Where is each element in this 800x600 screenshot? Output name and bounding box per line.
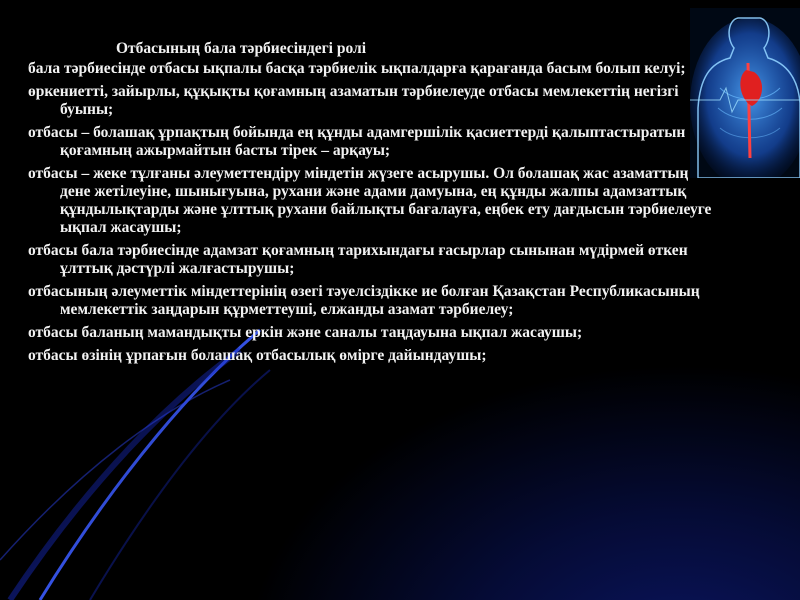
slide-title: Отбасының бала тәрбиесіндегі ролі	[116, 40, 367, 57]
slide-content	[28, 40, 718, 370]
list-item: отбасы бала тәрбиесінде адамзат қоғамның тарихындағы ғасырлар сынынан мүдірмей өткен ұлттық дәстүрлі жалғастырушы;	[28, 242, 688, 277]
list-item: өркениетті, зайырлы, құқықты қоғамның азаматын тәрбиелеуде отбасы мемлекеттің негізгі буыны;	[28, 83, 679, 118]
list-item: отбасы – болашақ ұрпақтың бойында ең құнды адамгершілік қасиеттерді қалыптастыратын қоғамның ажырмайтын басты тірек – арқауы;	[28, 124, 686, 159]
bullet-list	[28, 60, 718, 365]
list-item: отбасы – жеке тұлғаны әлеуметтендіру міндетін жүзеге асырушы. Ол болашақ жас азаматтың дене жетілеуіне, шынығуына, рухани және адами дамуына, ең құнды жалпы адамзаттық құндылықтарды және ұлттық рухани байлықты бағалауға, еңбек ету дағдысын тәрбиелеуге ықпал жасаушы;	[28, 165, 712, 236]
list-item: отбасының әлеуметтік міндеттерінің өзегі тәуелсіздікке ие болған Қазақстан Республикасының мемлекеттік заңдарын құрметтеуші, елжанды азамат тәрбиелеу;	[28, 283, 700, 318]
list-item: отбасы баланың мамандықты еркін және саналы таңдауына ықпал жасаушы;	[28, 324, 583, 341]
list-item: отбасы өзінің ұрпағын болашақ отбасылық өмірге дайындаушы;	[28, 347, 487, 364]
list-item: бала тәрбиесінде отбасы ықпалы басқа тәрбиелік ықпалдарға қарағанда басым болып келуі;	[28, 60, 686, 77]
